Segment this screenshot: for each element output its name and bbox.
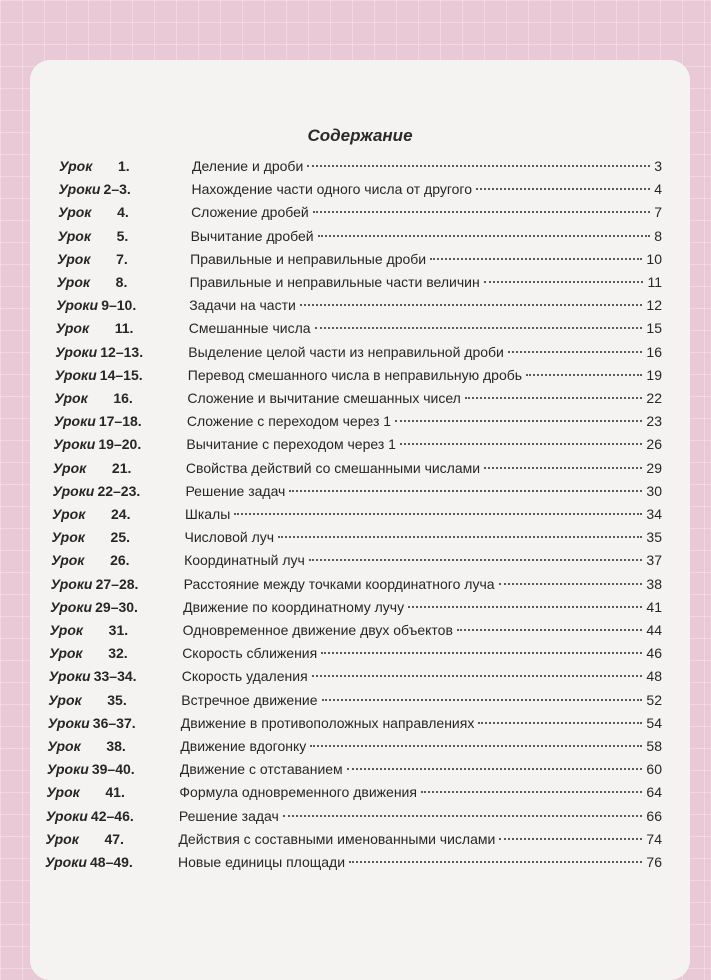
toc-leader-line	[182, 642, 662, 664]
page-number: 30	[646, 482, 662, 499]
dot-leader	[349, 861, 642, 863]
lesson-kind: Урок	[49, 645, 83, 662]
toc-entry[interactable]	[30, 619, 690, 641]
lesson-number: 16.	[113, 390, 133, 406]
page-number: 46	[646, 645, 662, 662]
lesson-kind: Уроки	[53, 436, 96, 453]
dot-leader	[300, 304, 643, 306]
lesson-title: Сложение с переходом через 1	[186, 413, 392, 430]
toc-leader-line	[185, 503, 662, 525]
toc-entry[interactable]	[30, 665, 690, 687]
toc-leader-line	[192, 155, 662, 177]
toc-entry[interactable]	[30, 364, 690, 386]
dot-leader	[408, 606, 642, 608]
page-number: 38	[646, 575, 662, 592]
lesson-kind: Урок	[58, 204, 92, 221]
toc-leader-line	[186, 457, 662, 479]
page-number: 66	[646, 807, 662, 824]
page-number: 60	[646, 761, 662, 778]
page-number: 16	[646, 343, 662, 360]
toc-entry[interactable]	[30, 433, 690, 455]
toc-entry[interactable]	[30, 387, 690, 409]
toc-leader-line	[191, 201, 662, 223]
toc-leader-line	[187, 410, 662, 432]
lesson-title: Числовой луч	[184, 529, 275, 546]
lesson-kind: Уроки	[46, 761, 89, 778]
toc-leader-line	[192, 178, 662, 200]
lesson-kind: Уроки	[54, 366, 97, 383]
dot-leader	[309, 559, 643, 561]
toc-entry[interactable]	[30, 781, 690, 803]
toc-leader-line	[188, 341, 662, 363]
lesson-number: 41.	[105, 784, 125, 801]
lesson-title: Свойства действий со смешанными числами	[185, 459, 481, 476]
lesson-kind: Урок	[49, 622, 83, 638]
dot-leader	[307, 165, 650, 167]
lesson-number: 36–37.	[92, 714, 136, 731]
dot-leader	[478, 722, 642, 724]
page-number: 8	[654, 227, 662, 244]
toc-entry[interactable]	[30, 712, 690, 734]
dot-leader	[315, 327, 643, 329]
toc-entry[interactable]	[30, 549, 690, 571]
dot-leader	[526, 374, 642, 376]
dot-leader	[430, 258, 642, 260]
lesson-kind: Урок	[54, 390, 88, 406]
toc-leader-line	[185, 480, 662, 502]
lesson-kind: Уроки	[55, 343, 98, 360]
lesson-title: Движение с отставанием	[179, 761, 343, 778]
dot-leader	[484, 467, 642, 469]
dot-leader	[312, 675, 643, 677]
dot-leader	[283, 815, 643, 817]
toc-entry[interactable]	[30, 457, 690, 479]
toc-entry[interactable]	[30, 341, 690, 363]
lesson-title: Решение задач	[185, 482, 286, 499]
toc-leader-line	[181, 712, 662, 734]
page-number: 22	[646, 390, 662, 406]
page-number: 11	[647, 274, 662, 290]
toc-entry[interactable]	[30, 758, 690, 780]
lesson-title: Выделение целой части из неправильной дроби	[188, 343, 504, 360]
toc-entry[interactable]	[30, 248, 690, 270]
lesson-title: Скорость сближения	[182, 645, 318, 662]
toc-page	[30, 60, 690, 980]
page-number: 64	[646, 784, 662, 801]
lesson-number: 9–10.	[101, 297, 137, 314]
page-number: 19	[646, 366, 662, 383]
lesson-number: 5.	[116, 227, 129, 244]
lesson-kind: Урок	[59, 158, 93, 174]
lesson-title: Расстояние между точками координатного луча	[183, 575, 495, 592]
toc-entry[interactable]	[30, 317, 690, 339]
toc-entry[interactable]	[30, 805, 690, 827]
lesson-number: 14–15.	[99, 366, 143, 383]
page-number: 12	[646, 297, 662, 314]
lesson-title: Перевод смешанного числа в неправильную дробь	[187, 366, 523, 383]
lesson-title: Движение вдогонку	[180, 738, 307, 754]
toc-leader-line	[178, 828, 662, 850]
toc-leader-line	[178, 851, 662, 873]
page-number: 44	[646, 622, 662, 638]
lesson-kind: Уроки	[50, 598, 93, 615]
dot-leader	[278, 536, 642, 538]
toc-leader-line	[180, 735, 662, 757]
lesson-title: Нахождение части одного числа от другого	[191, 181, 472, 198]
lesson-kind: Уроки	[52, 482, 95, 499]
dot-leader	[347, 768, 643, 770]
lesson-title: Правильные и неправильные дроби	[190, 250, 427, 267]
toc-entry[interactable]	[30, 851, 690, 873]
lesson-kind: Урок	[56, 274, 90, 290]
lesson-number: 33–34.	[93, 668, 137, 685]
toc-entry[interactable]	[30, 201, 690, 223]
lesson-number: 11.	[114, 320, 134, 337]
lesson-kind: Урок	[45, 830, 79, 847]
toc-leader-line	[184, 573, 662, 595]
dot-leader	[476, 188, 650, 190]
page-number: 4	[654, 181, 662, 198]
lesson-kind: Урок	[57, 250, 91, 267]
lesson-number: 29–30.	[95, 598, 138, 615]
dot-leader	[321, 652, 642, 654]
dot-leader	[313, 211, 650, 213]
lesson-number: 48–49.	[90, 854, 133, 870]
lesson-kind: Уроки	[47, 714, 90, 731]
dot-leader	[508, 351, 643, 353]
toc-entry[interactable]	[30, 480, 690, 502]
dot-leader	[499, 583, 643, 585]
page-number: 52	[646, 691, 662, 708]
lesson-title: Вычитание дробей	[190, 227, 314, 244]
lesson-title: Деление и дроби	[192, 158, 304, 174]
page-number: 74	[646, 830, 662, 847]
lesson-kind: Уроки	[53, 413, 96, 430]
toc-leader-line	[190, 248, 662, 270]
lesson-number: 22–23.	[97, 482, 141, 499]
lesson-kind: Урок	[51, 552, 85, 569]
lesson-kind: Уроки	[56, 297, 99, 314]
page-number: 48	[646, 668, 662, 685]
lesson-kind: Урок	[52, 459, 87, 476]
lesson-number: 35.	[107, 691, 127, 708]
lesson-kind: Уроки	[50, 575, 93, 592]
toc-entry[interactable]	[30, 271, 690, 293]
page-number: 58	[646, 738, 662, 754]
lesson-number: 1.	[118, 158, 130, 174]
lesson-number: 17–18.	[98, 413, 142, 430]
lesson-number: 21.	[111, 459, 132, 476]
toc-leader-line	[181, 689, 662, 711]
page-number: 37	[646, 552, 662, 569]
toc-leader-line	[186, 433, 662, 455]
lesson-number: 32.	[108, 645, 128, 662]
lesson-title: Координатный луч	[184, 552, 305, 569]
lesson-kind: Урок	[46, 784, 80, 801]
page-number: 35	[646, 529, 662, 546]
lesson-title: Действия с составными именованными числами	[178, 830, 496, 847]
lesson-title: Формула одновременного движения	[179, 784, 417, 801]
dot-leader	[310, 745, 642, 747]
lesson-number: 27–28.	[95, 575, 139, 592]
lesson-kind: Уроки	[45, 854, 87, 870]
toc-leader-line	[182, 665, 662, 687]
dot-leader	[499, 838, 642, 840]
toc-leader-line	[180, 758, 662, 780]
toc-leader-line	[191, 225, 662, 247]
lesson-number: 2–3.	[103, 181, 131, 198]
lesson-title: Одновременное движение двух объектов	[182, 622, 453, 638]
page-title: Содержание	[307, 126, 413, 145]
page-number: 29	[646, 459, 662, 476]
lesson-kind: Урок	[57, 227, 91, 244]
lesson-kind: Урок	[55, 320, 90, 337]
page-number: 34	[646, 506, 662, 522]
toc-entry[interactable]	[30, 828, 690, 850]
lesson-title: Решение задач	[178, 807, 279, 824]
toc-entry[interactable]	[30, 294, 690, 316]
lesson-title: Движение по координатному лучу	[183, 598, 405, 615]
page-number: 10	[646, 250, 662, 267]
lesson-kind: Урок	[48, 691, 82, 708]
page-number: 3	[654, 158, 662, 174]
toc-leader-line	[184, 549, 662, 571]
page-number: 26	[646, 436, 662, 453]
dot-leader	[465, 397, 643, 399]
toc-leader-line	[179, 781, 662, 803]
toc-leader-line	[190, 271, 662, 293]
dot-leader	[322, 699, 643, 701]
dot-leader	[318, 235, 651, 237]
lesson-number: 26.	[110, 552, 130, 569]
toc-entry[interactable]	[30, 155, 690, 177]
toc-leader-line	[189, 317, 662, 339]
lesson-number: 31.	[108, 622, 129, 638]
lesson-number: 47.	[104, 830, 124, 847]
lesson-title: Вычитание с переходом через 1	[186, 436, 396, 453]
dot-leader	[421, 791, 642, 793]
page-number: 23	[646, 413, 662, 430]
dot-leader	[395, 420, 642, 422]
dot-leader	[234, 513, 642, 515]
lesson-number: 7.	[116, 250, 128, 267]
lesson-kind: Уроки	[45, 807, 88, 824]
lesson-title: Скорость удаления	[181, 668, 308, 685]
page-number: 54	[646, 714, 662, 731]
lesson-kind: Урок	[51, 529, 85, 546]
dot-leader	[457, 629, 643, 631]
toc-leader-line	[188, 364, 662, 386]
lesson-kind: Уроки	[48, 668, 91, 685]
dot-leader	[484, 281, 644, 283]
lesson-kind: Уроки	[58, 181, 101, 198]
lesson-title: Встречное движение	[181, 691, 318, 708]
lesson-kind: Урок	[52, 506, 86, 522]
page-number: 15	[646, 320, 662, 337]
toc-leader-line	[183, 596, 662, 618]
toc-entry[interactable]	[30, 596, 690, 618]
toc-leader-line	[183, 619, 662, 641]
lesson-number: 24.	[111, 506, 131, 522]
toc-entry[interactable]	[30, 178, 690, 200]
toc-entry[interactable]	[30, 573, 690, 595]
toc-leader-line	[187, 387, 662, 409]
lesson-kind: Урок	[47, 738, 81, 754]
toc-entry[interactable]	[30, 225, 690, 247]
lesson-title: Сложение и вычитание смешанных чисел	[187, 390, 461, 406]
lesson-title: Движение в противоположных направлениях	[180, 714, 475, 731]
page-number: 41	[646, 598, 662, 615]
toc-entry[interactable]	[30, 526, 690, 548]
page-number: 76	[646, 854, 662, 870]
lesson-title: Правильные и неправильные части величин	[189, 274, 480, 290]
lesson-number: 4.	[117, 204, 129, 221]
lesson-number: 42–46.	[90, 807, 134, 824]
toc-entry[interactable]	[30, 410, 690, 432]
toc-leader-line	[179, 805, 662, 827]
dot-leader	[289, 490, 642, 492]
lesson-title: Новые единицы площади	[178, 854, 346, 870]
toc-entry[interactable]	[30, 642, 690, 664]
toc-leader-line	[189, 294, 662, 316]
lesson-number: 25.	[110, 529, 130, 546]
toc-entry[interactable]	[30, 503, 690, 525]
dot-leader	[400, 443, 642, 445]
lesson-title: Сложение дробей	[191, 204, 309, 221]
lesson-number: 8.	[115, 274, 128, 290]
toc-entry[interactable]	[30, 735, 690, 757]
toc-leader-line	[185, 526, 662, 548]
page-number: 7	[654, 204, 662, 221]
toc-entry[interactable]	[30, 689, 690, 711]
lesson-number: 19–20.	[98, 436, 142, 453]
lesson-number: 38.	[106, 738, 126, 754]
lesson-title: Шкалы	[185, 506, 231, 522]
lesson-title: Задачи на части	[189, 297, 296, 314]
lesson-title: Смешанные числа	[188, 320, 311, 337]
lesson-number: 39–40.	[91, 761, 135, 778]
lesson-number: 12–13.	[100, 343, 144, 360]
